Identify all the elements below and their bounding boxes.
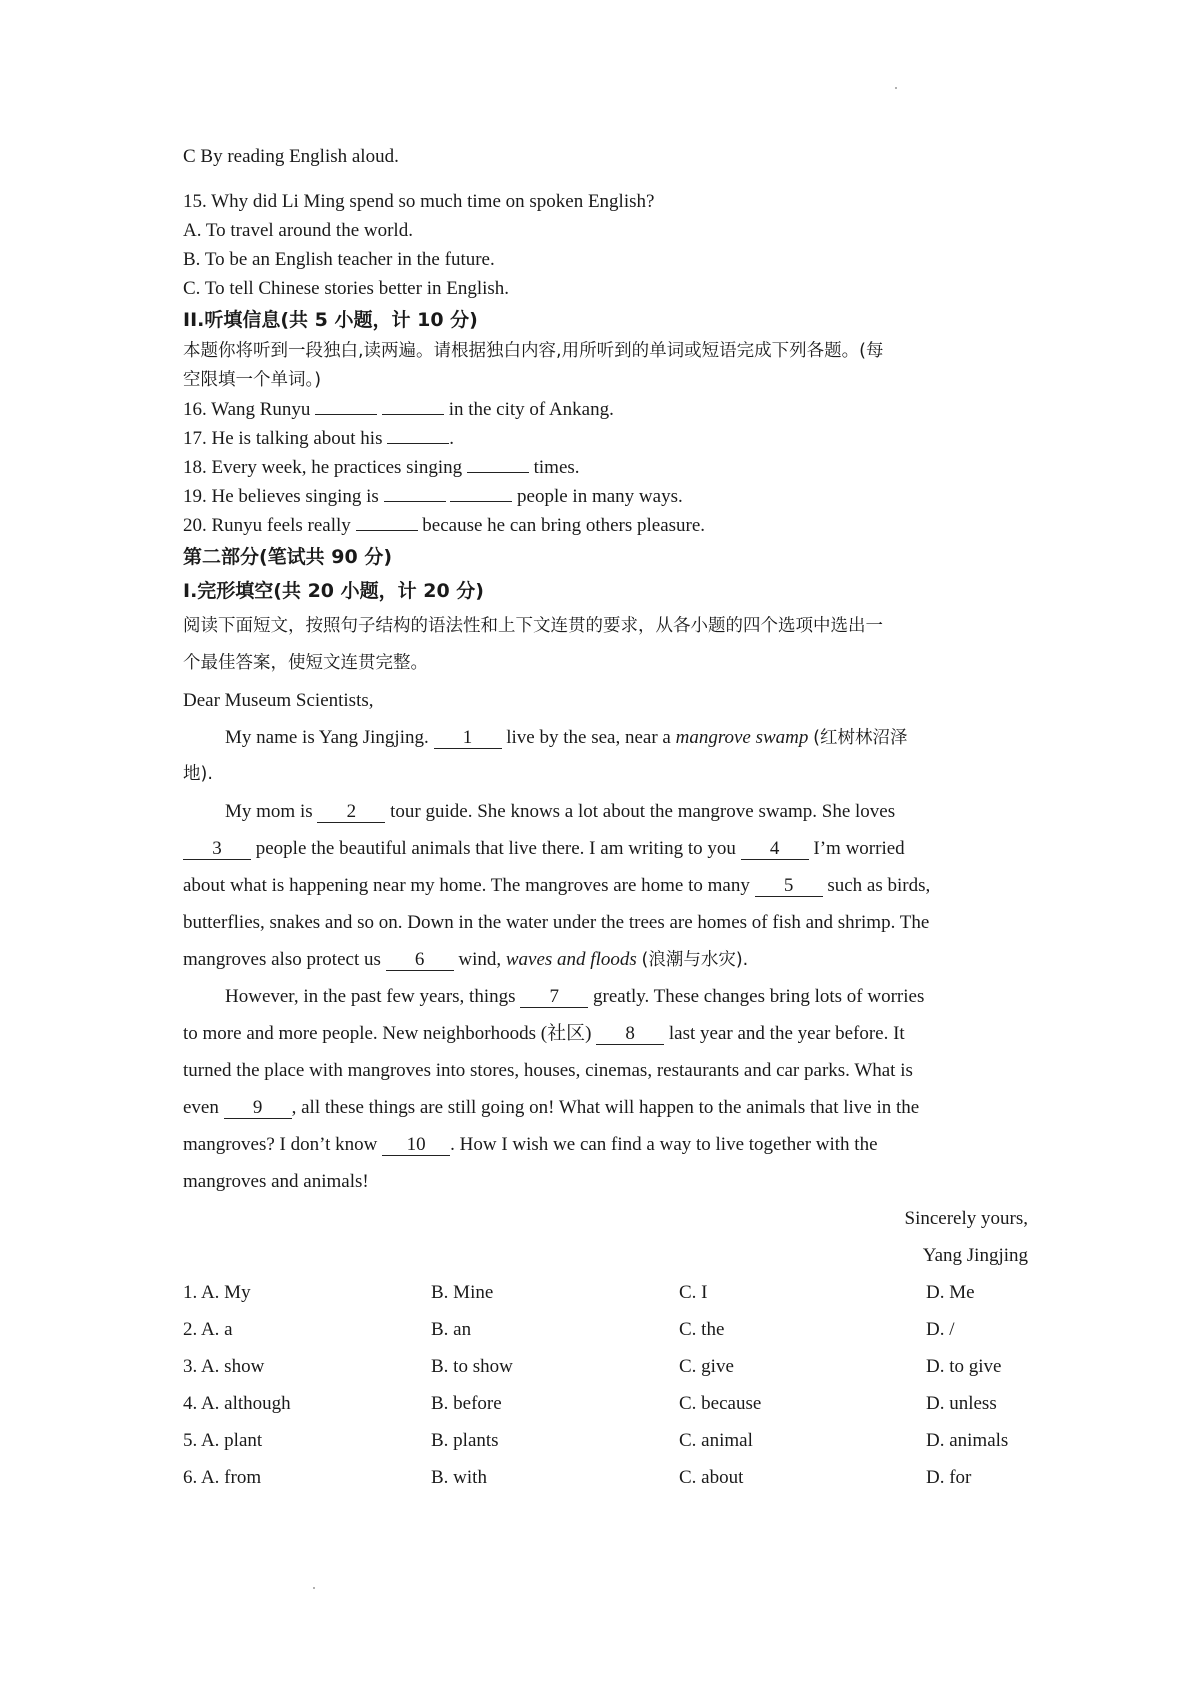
option-d[interactable]: D. animals <box>926 1430 1009 1451</box>
cloze-blank-10[interactable]: 10 <box>382 1135 450 1156</box>
cloze-options-6 <box>183 1459 1028 1496</box>
listening-instruction-2: 空限填一个单词。) <box>183 370 322 390</box>
answer-blank[interactable] <box>315 414 377 415</box>
option-a[interactable]: 1. A. My <box>183 1282 251 1303</box>
scan-dot-top <box>895 87 897 89</box>
paragraph-3-line-6: mangroves and animals! <box>183 1171 369 1192</box>
q19: 19. He believes singing is people in many ways. <box>183 486 683 507</box>
option-c[interactable]: C. about <box>679 1467 744 1488</box>
cloze-blank-7[interactable]: 7 <box>520 987 588 1008</box>
answer-blank[interactable] <box>384 501 446 502</box>
option-d[interactable]: D. Me <box>926 1282 975 1303</box>
paragraph-3-line-5: mangroves? I don’t know 10 . How I wish we can find a way to live together with the <box>183 1134 878 1155</box>
cloze-blank-5[interactable]: 5 <box>755 876 823 897</box>
option-c[interactable]: C. I <box>679 1282 708 1303</box>
paragraph-2-line-3: about what is happening near my home. The mangroves are home to many 5 such as birds, <box>183 875 931 896</box>
cloze-blank-2[interactable]: 2 <box>317 802 385 823</box>
option-b[interactable]: B. before <box>431 1393 502 1414</box>
cloze-options-5 <box>183 1422 1028 1459</box>
paragraph-2-line-5: mangroves also protect us 6 wind, waves and floods (浪潮与水灾). <box>183 949 749 970</box>
letter-closing: Sincerely yours, <box>904 1208 1028 1229</box>
answer-blank[interactable] <box>467 472 529 473</box>
option-a[interactable]: 6. A. from <box>183 1467 262 1488</box>
q15-option-c: C. To tell Chinese stories better in English. <box>183 278 510 299</box>
q18: 18. Every week, he practices singing times. <box>183 457 580 478</box>
q15-option-b: B. To be an English teacher in the future. <box>183 249 495 270</box>
option-a[interactable]: 2. A. a <box>183 1319 233 1340</box>
part-two-header: 第二部分(笔试共 90 分) <box>183 546 393 568</box>
page-content <box>183 142 1028 1496</box>
cloze-instruction-1: 阅读下面短文，按照句子结构的语法性和上下文连贯的要求，从各小题的四个选项中选出一 <box>183 616 883 636</box>
q17: 17. He is talking about his . <box>183 428 454 449</box>
option-b[interactable]: B. to show <box>431 1356 513 1377</box>
cloze-blank-6[interactable]: 6 <box>386 950 454 971</box>
cloze-options-1 <box>183 1274 1028 1311</box>
listening-instruction-1: 本题你将听到一段独白,读两遍。请根据独白内容,用所听到的单词或短语完成下列各题。(每 <box>183 341 884 361</box>
paragraph-3-line-3: turned the place with mangroves into stores, houses, cinemas, restaurants and car parks. What is <box>183 1060 913 1081</box>
q20: 20. Runyu feels really because he can bring others pleasure. <box>183 515 706 536</box>
q15-option-a: A. To travel around the world. <box>183 220 413 241</box>
cloze-blank-3[interactable]: 3 <box>183 839 251 860</box>
section-listening-header: II.听填信息(共 5 小题，计 10 分) <box>183 309 478 331</box>
cloze-instruction-2: 个最佳答案，使短文连贯完整。 <box>183 653 428 673</box>
option-b[interactable]: B. an <box>431 1319 472 1340</box>
cloze-options-4 <box>183 1385 1028 1422</box>
option-c[interactable]: C. because <box>679 1393 762 1414</box>
option-d[interactable]: D. / <box>926 1319 955 1340</box>
option-c[interactable]: C. the <box>679 1319 725 1340</box>
option-a[interactable]: 5. A. plant <box>183 1430 263 1451</box>
paragraph-2-line-4: butterflies, snakes and so on. Down in the water under the trees are homes of fish and shrimp. The <box>183 912 930 933</box>
option-b[interactable]: B. plants <box>431 1430 499 1451</box>
letter-salutation: Dear Museum Scientists, <box>183 690 374 711</box>
option-b[interactable]: B. with <box>431 1467 487 1488</box>
option-a[interactable]: 4. A. although <box>183 1393 291 1414</box>
option-c[interactable]: C. animal <box>679 1430 753 1451</box>
paragraph-3-line-4: even 9 , all these things are still going on! What will happen to the animals that live in the <box>183 1097 920 1118</box>
cloze-options-2 <box>183 1311 1028 1348</box>
cloze-blank-1[interactable]: 1 <box>434 728 502 749</box>
q16: 16. Wang Runyu in the city of Ankang. <box>183 399 614 420</box>
q14-option-c: C By reading English aloud. <box>183 146 399 167</box>
paragraph-2-line-1: My mom is 2 tour guide. She knows a lot about the mangrove swamp. She loves <box>225 801 896 822</box>
paragraph-2-line-2: 3 people the beautiful animals that live there. I am writing to you 4 I’m worried <box>183 830 1028 867</box>
scan-dot-bottom <box>313 1587 315 1589</box>
cloze-blank-4[interactable]: 4 <box>741 839 809 860</box>
paragraph-3-line-1: However, in the past few years, things 7 greatly. These changes bring lots of worries <box>225 986 925 1007</box>
option-c[interactable]: C. give <box>679 1356 734 1377</box>
option-d[interactable]: D. unless <box>926 1393 997 1414</box>
option-b[interactable]: B. Mine <box>431 1282 494 1303</box>
answer-blank[interactable] <box>387 443 449 444</box>
cloze-options-3 <box>183 1348 1028 1385</box>
cloze-header: I.完形填空(共 20 小题，计 20 分) <box>183 580 484 602</box>
cloze-blank-9[interactable]: 9 <box>224 1098 292 1119</box>
answer-blank[interactable] <box>356 530 418 531</box>
paragraph-1-line-2: 地). <box>183 764 213 784</box>
option-d[interactable]: D. to give <box>926 1356 1002 1377</box>
q15-question: 15. Why did Li Ming spend so much time on spoken English? <box>183 191 655 212</box>
answer-blank[interactable] <box>450 501 512 502</box>
cloze-blank-8[interactable]: 8 <box>596 1024 664 1045</box>
answer-blank[interactable] <box>382 414 444 415</box>
paragraph-1-line-1: My name is Yang Jingjing. 1 live by the sea, near a mangrove swamp (红树林沼泽 <box>225 727 908 748</box>
option-a[interactable]: 3. A. show <box>183 1356 265 1377</box>
letter-signature: Yang Jingjing <box>922 1245 1028 1266</box>
paragraph-3-line-2: to more and more people. New neighborhoods (社区) 8 last year and the year before. It <box>183 1023 905 1044</box>
option-d[interactable]: D. for <box>926 1467 972 1488</box>
